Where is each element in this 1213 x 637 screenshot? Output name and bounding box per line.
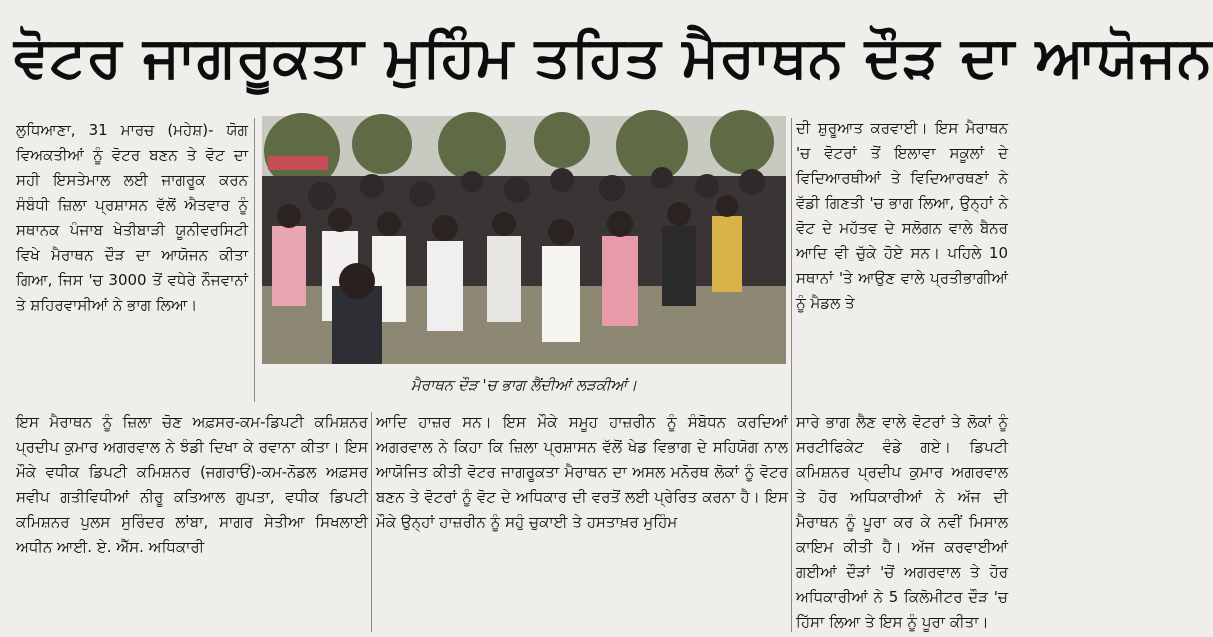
column-divider: [254, 118, 255, 402]
article-column-bottom-left: [16, 410, 368, 635]
headline: ਵੋਟਰ ਜਾਗਰੂਕਤਾ ਮੁਹਿੰਮ ਤਹਿਤ ਮੈਰਾਥਨ ਦੌੜ ਦਾ ਆਯੋਜਨ: [14, 25, 1213, 90]
article-column-right: [796, 116, 1008, 406]
column-divider: [791, 118, 792, 632]
marathon-runners-image: [262, 116, 786, 364]
column-divider: [371, 412, 372, 632]
article-column-left: [16, 118, 248, 408]
marathon-photo: [262, 116, 786, 364]
article-text: ਲੁਧਿਆਣਾ, 31 ਮਾਰਚ (ਮਹੇਸ਼)- ਯੋਗ ਵਿਅਕਤੀਆਂ ਨੂੰ ਵੋਟਰ ਬਣਨ ਤੇ ਵੋਟ ਦਾ ਸਹੀ ਇਸਤੇਮਾਲ ਲਈ ਜਾਗਰੂਕ ਕਰਨ ਸੰਬੰਧੀ ਜ਼ਿਲਾ ਪ੍ਰਸ਼ਾਸਨ ਵੱਲੋਂ ਐਤਵਾਰ ਨੂੰ ਸਥਾਨਕ ਪੰਜਾਬ ਖੇਤੀਬਾੜੀ ਯੂਨੀਵਰਸਿਟੀ ਵਿਖੇ ਮੈਰਾਥਨ ਦੌੜ ਦਾ ਆਯੋਜਨ ਕੀਤਾ ਗਿਆ, ਜਿਸ 'ਚ 3000 ਤੋਂ ਵਧੇਰੇ ਨੌਜਵਾਨਾਂ ਤੇ ਸ਼ਹਿਰਵਾਸੀਆਂ ਨੇ ਭਾਗ ਲਿਆ।: [16, 121, 248, 314]
article-text: ਆਦਿ ਹਾਜ਼ਰ ਸਨ। ਇਸ ਮੌਕੇ ਸਮੂਹ ਹਾਜ਼ਰੀਨ ਨੂੰ ਸੰਬੋਧਨ ਕਰਦਿਆਂ ਅਗਰਵਾਲ ਨੇ ਕਿਹਾ ਕਿ ਜ਼ਿਲਾ ਪ੍ਰਸ਼ਾਸਨ ਵੱਲੋਂ ਖੇਡ ਵਿਭਾਗ ਦੇ ਸਹਿਯੋਗ ਨਾਲ ਆਯੋਜਿਤ ਕੀਤੀ ਵੋਟਰ ਜਾਗਰੂਕਤਾ ਮੈਰਾਥਨ ਦਾ ਅਸਲ ਮਨੋਰਥ ਲੋਕਾਂ ਨੂੰ ਵੋਟਰ ਬਣਨ ਤੇ ਵੋਟਰਾਂ ਨੂੰ ਵੋਟ ਦੇ ਅਧਿਕਾਰ ਦੀ ਵਰਤੋਂ ਲਈ ਪ੍ਰੇਰਿਤ ਕਰਨਾ ਹੈ। ਇਸ ਮੌਕੇ ਉਨ੍ਹਾਂ ਹਾਜ਼ਰੀਨ ਨੂੰ ਸਹੁੰ ਚੁਕਾਈ ਤੇ ਹਸਤਾਖ਼ਰ ਮੁਹਿੰਮ: [376, 413, 788, 531]
article-text: ਇਸ ਮੈਰਾਥਨ ਨੂੰ ਜ਼ਿਲਾ ਚੋਣ ਅਫ਼ਸਰ-ਕਮ-ਡਿਪਟੀ ਕਮਿਸ਼ਨਰ ਪ੍ਰਦੀਪ ਕੁਮਾਰ ਅਗਰਵਾਲ ਨੇ ਝੰਡੀ ਦਿਖਾ ਕੇ ਰਵਾਨਾ ਕੀਤਾ। ਇਸ ਮੌਕੇ ਵਧੀਕ ਡਿਪਟੀ ਕਮਿਸ਼ਨਰ (ਜਗਰਾਓਂ)-ਕਮ-ਨੋਡਲ ਅਫ਼ਸਰ ਸਵੀਪ ਗਤੀਵਿਧੀਆਂ ਨੀਰੂ ਕਤਿਆਲ ਗੁਪਤਾ, ਵਧੀਕ ਡਿਪਟੀ ਕਮਿਸ਼ਨਰ ਪੁਲਸ ਸੁਰਿੰਦਰ ਲਾਂਬਾ, ਸਾਗਰ ਸੇਤੀਆ ਸਿਖਲਾਈ ਅਧੀਨ ਆਈ. ਏ. ਐੱਸ. ਅਧਿਕਾਰੀ: [16, 413, 368, 556]
article-text: ਸਾਰੇ ਭਾਗ ਲੈਣ ਵਾਲੇ ਵੋਟਰਾਂ ਤੇ ਲੋਕਾਂ ਨੂੰ ਸਰਟੀਫਿਕੇਟ ਵੰਡੇ ਗਏ। ਡਿਪਟੀ ਕਮਿਸ਼ਨਰ ਪ੍ਰਦੀਪ ਕੁਮਾਰ ਅਗਰਵਾਲ ਤੇ ਹੋਰ ਅਧਿਕਾਰੀਆਂ ਨੇ ਅੱਜ ਦੀ ਮੈਰਾਥਨ ਨੂੰ ਪੂਰਾ ਕਰ ਕੇ ਨਵੀਂ ਮਿਸਾਲ ਕਾਇਮ ਕੀਤੀ ਹੈ। ਅੱਜ ਕਰਵਾਈਆਂ ਗਈਆਂ ਦੌੜਾਂ 'ਚੋਂ ਅਗਰਵਾਲ ਤੇ ਹੋਰ ਅਧਿਕਾਰੀਆਂ ਨੇ 5 ਕਿਲੋਮੀਟਰ ਦੌੜ 'ਚ ਹਿੱਸਾ ਲਿਆ ਤੇ ਇਸ ਨੂੰ ਪੂਰਾ ਕੀਤਾ।: [796, 413, 1008, 631]
photo-caption: ਮੈਰਾਥਨ ਦੌੜ 'ਚ ਭਾਗ ਲੈਂਦੀਆਂ ਲੜਕੀਆਂ।: [410, 376, 638, 394]
article-text: ਦੀ ਸ਼ੁਰੂਆਤ ਕਰਵਾਈ। ਇਸ ਮੈਰਾਥਨ 'ਚ ਵੋਟਰਾਂ ਤੋਂ ਇਲਾਵਾ ਸਕੂਲਾਂ ਦੇ ਵਿਦਿਆਰਥੀਆਂ ਤੇ ਵਿਦਿਆਰਥਣਾਂ ਨੇ ਵੱਡੀ ਗਿਣਤੀ 'ਚ ਭਾਗ ਲਿਆ, ਉਨ੍ਹਾਂ ਨੇ ਵੋਟ ਦੇ ਮਹੱਤਵ ਦੇ ਸਲੋਗਨ ਵਾਲੇ ਬੈਨਰ ਆਦਿ ਵੀ ਚੁੱਕੇ ਹੋਏ ਸਨ। ਪਹਿਲੇ 10 ਸਥਾਨਾਂ 'ਤੇ ਆਉਣ ਵਾਲੇ ਪ੍ਰਤੀਭਾਗੀਆਂ ਨੂੰ ਮੈਡਲ ਤੇ: [796, 119, 1008, 312]
article-column-bottom-right: [796, 410, 1008, 635]
article-column-bottom-middle: [376, 410, 788, 635]
